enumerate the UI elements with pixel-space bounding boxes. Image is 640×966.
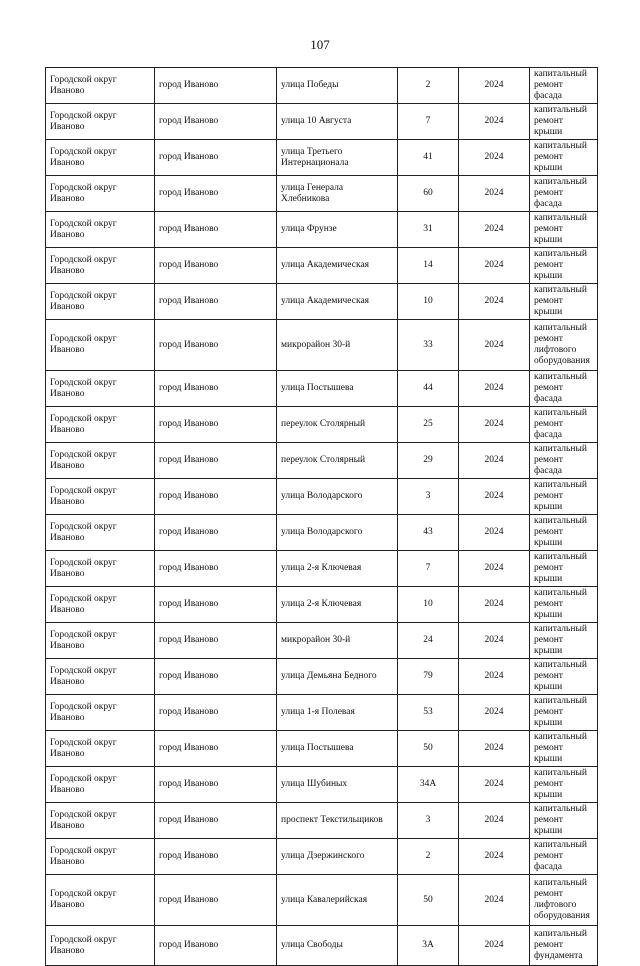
cell-year: 2024 <box>459 176 530 212</box>
cell-street: улица 2-я Ключевая <box>277 587 398 623</box>
cell-house-number: 53 <box>398 695 459 731</box>
cell-year: 2024 <box>459 140 530 176</box>
cell-city: город Иваново <box>155 803 277 839</box>
cell-street: улица Шубиных <box>277 767 398 803</box>
cell-year: 2024 <box>459 212 530 248</box>
table-row <box>46 623 598 659</box>
cell-work-type: капитальный ремонт крыши <box>530 248 598 284</box>
table-row <box>46 140 598 176</box>
cell-house-number: 3 <box>398 803 459 839</box>
cell-house-number: 14 <box>398 248 459 284</box>
table-row <box>46 695 598 731</box>
cell-year: 2024 <box>459 875 530 926</box>
cell-street: микрорайон 30-й <box>277 320 398 371</box>
cell-house-number: 3 <box>398 479 459 515</box>
cell-city: город Иваново <box>155 623 277 659</box>
cell-district: Городской округ Иваново <box>46 479 155 515</box>
cell-district: Городской округ Иваново <box>46 176 155 212</box>
cell-street: улица Демьяна Бедного <box>277 659 398 695</box>
cell-work-type: капитальный ремонт крыши <box>530 587 598 623</box>
cell-year: 2024 <box>459 284 530 320</box>
cell-district: Городской округ Иваново <box>46 695 155 731</box>
cell-street: переулок Столярный <box>277 443 398 479</box>
cell-house-number: 50 <box>398 875 459 926</box>
cell-year: 2024 <box>459 623 530 659</box>
cell-district: Городской округ Иваново <box>46 248 155 284</box>
cell-district: Городской округ Иваново <box>46 320 155 371</box>
table-row <box>46 407 598 443</box>
cell-district: Городской округ Иваново <box>46 407 155 443</box>
table-row <box>46 176 598 212</box>
cell-work-type: капитальный ремонт фасада <box>530 407 598 443</box>
cell-work-type: капитальный ремонт крыши <box>530 212 598 248</box>
cell-work-type: капитальный ремонт фасада <box>530 371 598 407</box>
cell-street: улица 2-я Ключевая <box>277 551 398 587</box>
cell-district: Городской округ Иваново <box>46 659 155 695</box>
cell-street: улица Постышева <box>277 731 398 767</box>
cell-city: город Иваново <box>155 767 277 803</box>
cell-street: улица Академическая <box>277 248 398 284</box>
cell-street: улица Генерала Хлебникова <box>277 176 398 212</box>
cell-city: город Иваново <box>155 926 277 966</box>
cell-year: 2024 <box>459 731 530 767</box>
table-row <box>46 443 598 479</box>
cell-work-type: капитальный ремонт фасада <box>530 839 598 875</box>
cell-work-type: капитальный ремонт крыши <box>530 659 598 695</box>
cell-district: Городской округ Иваново <box>46 587 155 623</box>
cell-street: улица 1-я Полевая <box>277 695 398 731</box>
cell-year: 2024 <box>459 320 530 371</box>
cell-street: улица Володарского <box>277 479 398 515</box>
cell-street: улица Фрунзе <box>277 212 398 248</box>
cell-house-number: 7 <box>398 551 459 587</box>
cell-year: 2024 <box>459 839 530 875</box>
cell-city: город Иваново <box>155 248 277 284</box>
cell-house-number: 2 <box>398 68 459 104</box>
cell-house-number: 7 <box>398 104 459 140</box>
cell-year: 2024 <box>459 659 530 695</box>
table-row <box>46 803 598 839</box>
cell-district: Городской округ Иваново <box>46 68 155 104</box>
cell-house-number: 25 <box>398 407 459 443</box>
cell-work-type: капитальный ремонт фасада <box>530 176 598 212</box>
cell-house-number: 44 <box>398 371 459 407</box>
cell-city: город Иваново <box>155 371 277 407</box>
table-row <box>46 68 598 104</box>
table-row <box>46 659 598 695</box>
cell-house-number: 79 <box>398 659 459 695</box>
cell-work-type: капитальный ремонт крыши <box>530 551 598 587</box>
cell-street: улица Кавалерийская <box>277 875 398 926</box>
cell-district: Городской округ Иваново <box>46 926 155 966</box>
cell-work-type: капитальный ремонт крыши <box>530 803 598 839</box>
table-row <box>46 587 598 623</box>
cell-year: 2024 <box>459 68 530 104</box>
cell-work-type: капитальный ремонт лифтового оборудования <box>530 875 598 926</box>
cell-house-number: 41 <box>398 140 459 176</box>
cell-year: 2024 <box>459 443 530 479</box>
cell-street: улица Третьего Интернационала <box>277 140 398 176</box>
cell-year: 2024 <box>459 587 530 623</box>
cell-work-type: капитальный ремонт фундамента <box>530 926 598 966</box>
cell-year: 2024 <box>459 479 530 515</box>
cell-year: 2024 <box>459 695 530 731</box>
cell-house-number: 2 <box>398 839 459 875</box>
cell-house-number: 10 <box>398 284 459 320</box>
cell-house-number: 43 <box>398 515 459 551</box>
table-row <box>46 551 598 587</box>
repair-registry-table <box>45 67 598 966</box>
cell-district: Городской округ Иваново <box>46 551 155 587</box>
table-row <box>46 371 598 407</box>
cell-city: город Иваново <box>155 284 277 320</box>
table-row <box>46 479 598 515</box>
cell-district: Городской округ Иваново <box>46 140 155 176</box>
cell-house-number: 31 <box>398 212 459 248</box>
table-row <box>46 839 598 875</box>
cell-house-number: 60 <box>398 176 459 212</box>
cell-city: город Иваново <box>155 551 277 587</box>
cell-work-type: капитальный ремонт крыши <box>530 479 598 515</box>
cell-work-type: капитальный ремонт лифтового оборудования <box>530 320 598 371</box>
cell-street: переулок Столярный <box>277 407 398 443</box>
table-row <box>46 515 598 551</box>
cell-house-number: 33 <box>398 320 459 371</box>
cell-year: 2024 <box>459 371 530 407</box>
cell-street: улица Победы <box>277 68 398 104</box>
cell-house-number: 3А <box>398 926 459 966</box>
cell-year: 2024 <box>459 803 530 839</box>
cell-city: город Иваново <box>155 695 277 731</box>
cell-district: Городской округ Иваново <box>46 371 155 407</box>
cell-district: Городской округ Иваново <box>46 623 155 659</box>
cell-work-type: капитальный ремонт крыши <box>530 731 598 767</box>
cell-work-type: капитальный ремонт крыши <box>530 140 598 176</box>
cell-work-type: капитальный ремонт крыши <box>530 104 598 140</box>
cell-year: 2024 <box>459 551 530 587</box>
cell-street: улица Володарского <box>277 515 398 551</box>
cell-city: город Иваново <box>155 104 277 140</box>
cell-city: город Иваново <box>155 407 277 443</box>
cell-house-number: 24 <box>398 623 459 659</box>
table-row <box>46 284 598 320</box>
cell-city: город Иваново <box>155 515 277 551</box>
cell-work-type: капитальный ремонт крыши <box>530 284 598 320</box>
page-number: 107 <box>310 37 330 52</box>
table-row <box>46 248 598 284</box>
cell-year: 2024 <box>459 926 530 966</box>
cell-city: город Иваново <box>155 176 277 212</box>
cell-district: Городской округ Иваново <box>46 104 155 140</box>
cell-district: Городской округ Иваново <box>46 875 155 926</box>
cell-work-type: капитальный ремонт фасада <box>530 443 598 479</box>
cell-city: город Иваново <box>155 731 277 767</box>
cell-city: город Иваново <box>155 443 277 479</box>
cell-street: улица Свободы <box>277 926 398 966</box>
cell-district: Городской округ Иваново <box>46 515 155 551</box>
cell-district: Городской округ Иваново <box>46 284 155 320</box>
cell-city: город Иваново <box>155 479 277 515</box>
table-row <box>46 926 598 966</box>
cell-work-type: капитальный ремонт крыши <box>530 767 598 803</box>
cell-street: проспект Текстильщиков <box>277 803 398 839</box>
cell-house-number: 34А <box>398 767 459 803</box>
cell-year: 2024 <box>459 515 530 551</box>
table-row <box>46 212 598 248</box>
table-body <box>46 68 598 966</box>
cell-year: 2024 <box>459 248 530 284</box>
cell-city: город Иваново <box>155 140 277 176</box>
cell-street: улица Академическая <box>277 284 398 320</box>
table-row <box>46 875 598 926</box>
cell-street: улица Дзержинского <box>277 839 398 875</box>
cell-house-number: 29 <box>398 443 459 479</box>
cell-district: Городской округ Иваново <box>46 731 155 767</box>
cell-year: 2024 <box>459 407 530 443</box>
cell-city: город Иваново <box>155 212 277 248</box>
cell-year: 2024 <box>459 104 530 140</box>
table-row <box>46 767 598 803</box>
cell-work-type: капитальный ремонт фасада <box>530 68 598 104</box>
cell-city: город Иваново <box>155 68 277 104</box>
cell-city: город Иваново <box>155 839 277 875</box>
table-row <box>46 731 598 767</box>
cell-year: 2024 <box>459 767 530 803</box>
cell-city: город Иваново <box>155 587 277 623</box>
cell-street: улица 10 Августа <box>277 104 398 140</box>
cell-work-type: капитальный ремонт крыши <box>530 623 598 659</box>
table-row <box>46 320 598 371</box>
cell-district: Городской округ Иваново <box>46 443 155 479</box>
cell-district: Городской округ Иваново <box>46 767 155 803</box>
cell-house-number: 50 <box>398 731 459 767</box>
cell-house-number: 10 <box>398 587 459 623</box>
cell-work-type: капитальный ремонт крыши <box>530 515 598 551</box>
cell-city: город Иваново <box>155 875 277 926</box>
cell-district: Городской округ Иваново <box>46 839 155 875</box>
cell-street: улица Постышева <box>277 371 398 407</box>
cell-city: город Иваново <box>155 659 277 695</box>
cell-street: микрорайон 30-й <box>277 623 398 659</box>
cell-work-type: капитальный ремонт крыши <box>530 695 598 731</box>
cell-district: Городской округ Иваново <box>46 803 155 839</box>
cell-district: Городской округ Иваново <box>46 212 155 248</box>
cell-city: город Иваново <box>155 320 277 371</box>
table-row <box>46 104 598 140</box>
